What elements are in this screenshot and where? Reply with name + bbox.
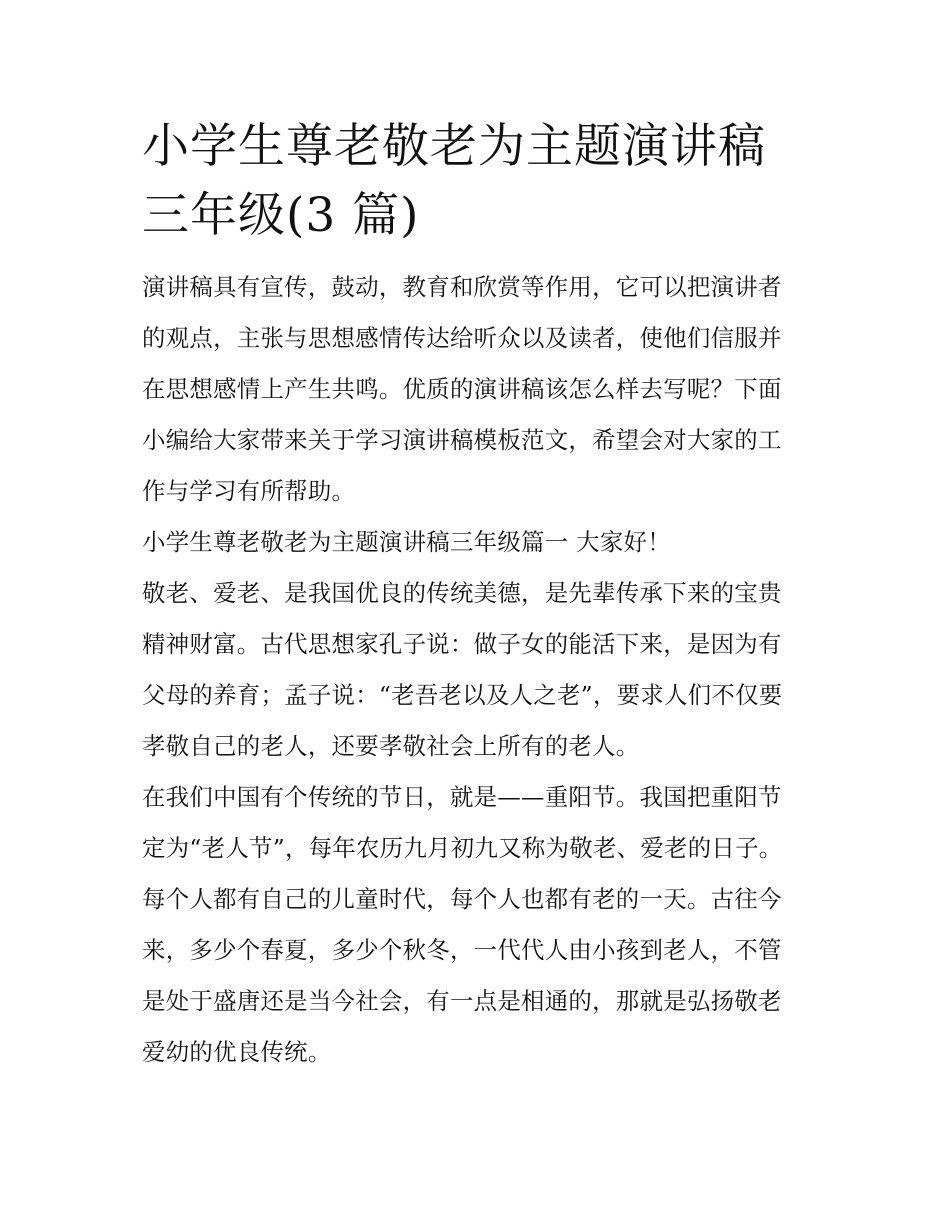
respect-elders-paragraph bbox=[142, 568, 814, 772]
document-page bbox=[142, 112, 814, 1078]
text-line: 敬老、爱老、是我国优良的传统美德，是先辈传承下来的宝贵 bbox=[142, 579, 782, 607]
text-line: 在我们中国有个传统的节日，就是——重阳节。我国把重阳节 bbox=[142, 783, 782, 811]
text-line: 小学生尊老敬老为主题演讲稿三年级篇一 大家好！ bbox=[142, 528, 671, 556]
tradition-paragraph bbox=[142, 874, 814, 1078]
text-line: 作与学习有所帮助。 bbox=[142, 477, 356, 505]
text-line: 演讲稿具有宣传，鼓动，教育和欣赏等作用，它可以把演讲者 bbox=[142, 273, 782, 301]
title-line-1: 小学生尊老敬老为主题演讲稿 bbox=[142, 119, 766, 174]
document-title bbox=[142, 112, 814, 250]
text-line: 的观点，主张与思想感情传达给听众以及读者，使他们信服并 bbox=[142, 324, 782, 352]
text-line: 每个人都有自己的儿童时代，每个人也都有老的一天。古往今 bbox=[142, 885, 782, 913]
text-line: 父母的养育；孟子说：“老吾老以及人之老”，要求人们不仅要 bbox=[142, 681, 783, 709]
double-ninth-paragraph bbox=[142, 772, 814, 874]
text-line: 在思想感情上产生共鸣。优质的演讲稿该怎么样去写呢？下面 bbox=[142, 375, 782, 403]
text-line: 小编给大家带来关于学习演讲稿模板范文，希望会对大家的工 bbox=[142, 426, 782, 454]
text-line: 孝敬自己的老人，还要孝敬社会上所有的老人。 bbox=[142, 732, 640, 760]
intro-paragraph bbox=[142, 262, 814, 517]
text-line: 精神财富。古代思想家孔子说：做子女的能活下来，是因为有 bbox=[142, 630, 782, 658]
title-line-2: 三年级(3 篇) bbox=[142, 188, 420, 243]
text-line: 爱幼的优良传统。 bbox=[142, 1038, 332, 1066]
text-line: 是处于盛唐还是当今社会，有一点是相通的，那就是弘扬敬老 bbox=[142, 987, 782, 1015]
text-line: 定为“老人节”，每年农历九月初九又称为敬老、爱老的日子。 bbox=[142, 834, 783, 862]
text-line: 来，多少个春夏，多少个秋冬，一代代人由小孩到老人，不管 bbox=[142, 936, 782, 964]
greeting-paragraph bbox=[142, 517, 814, 568]
